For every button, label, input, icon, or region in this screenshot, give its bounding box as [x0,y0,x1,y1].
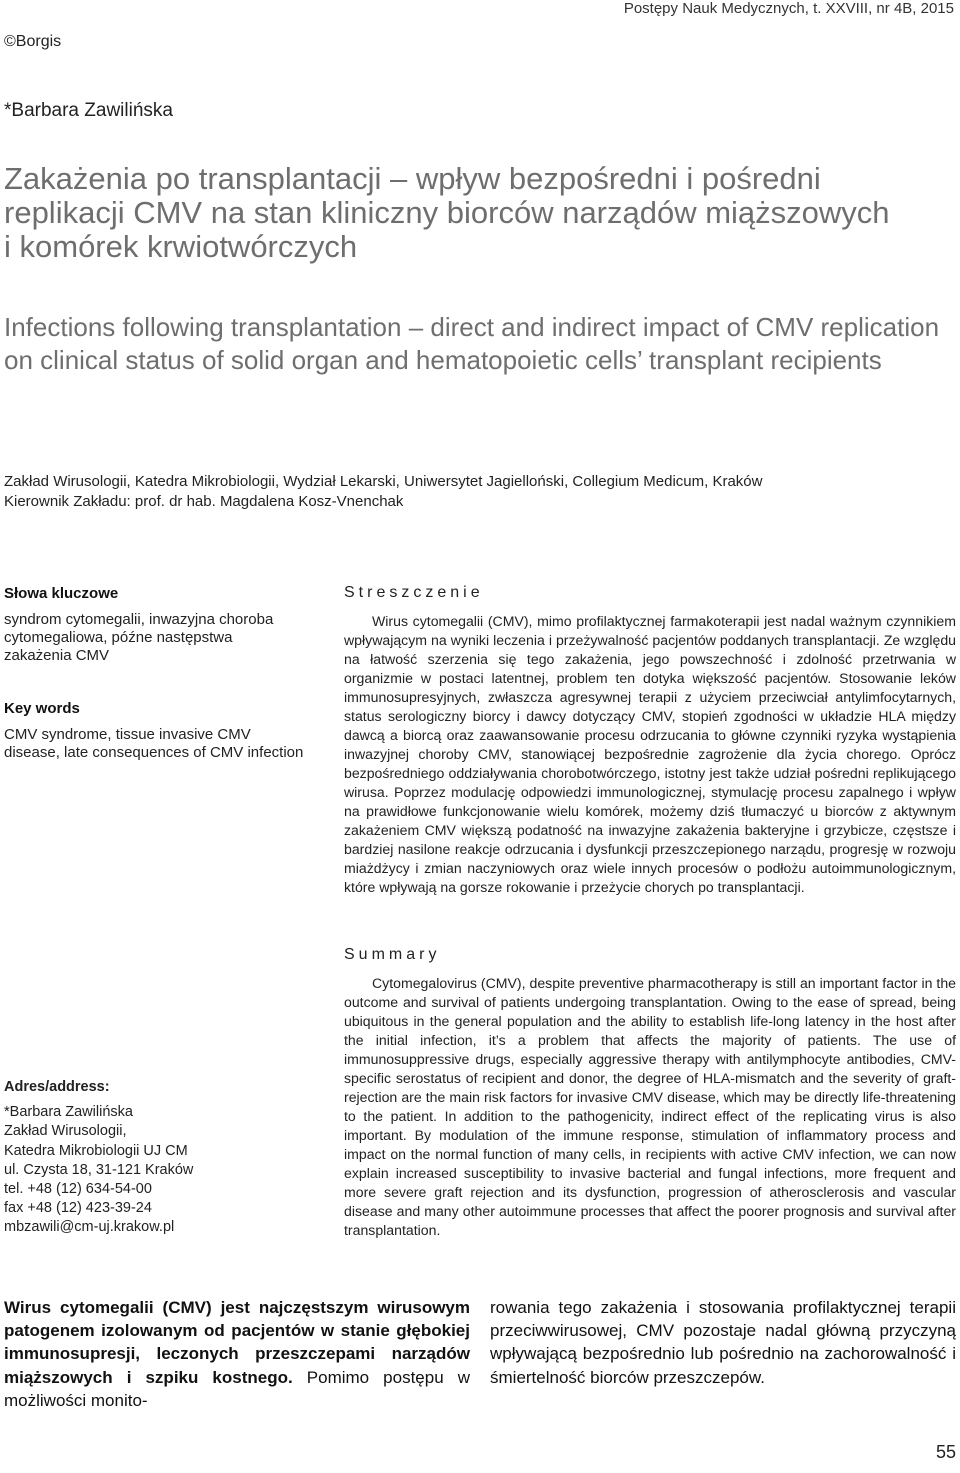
address-line: tel. +48 (12) 634-54-00 [4,1181,152,1198]
keywords-en-heading: Key words [4,700,80,717]
affiliation-head: Kierownik Zakładu: prof. dr hab. Magdalena Kosz-Vnenchak [4,493,404,510]
title-polish: Zakażenia po transplantacji – wpływ bezpośredni i pośredni replikacji CMV na stan kliniczny biorców narządów miąższowych i komórek krwiotwórczych [4,161,890,264]
summary-text: Cytomegalovirus (CMV), despite preventive pharmacotherapy is still an important factor in the outcome and survival of patients undergoing transplantation. Owing to the ease of spread, being ubiquitous in the general population and the ability to establish life-long latency in the host after the initial infection, it’s a problem that affects the majority of patients. The use of immunosuppressive drugs, especially aggressive therapy with antilymphocyte antibodies, CMV-specific serostatus of recipient and donor, the degree of HLA-mismatch and the severity of graft-rejection are the main risk factors for invasive CMV disease, which may be directly life-threatening to the patient. In addition to the pathogenicity, indirect effect of the replicating virus is also important. By modulation of the immune response, stimulation of inflammatory process and impact on the normal function of many cells, in recipients with active CMV infection, we can now explain increased susceptibility to invasive bacterial and fungal infections, more frequent and more severe graft rejection and its dysfunction, progression of atherosclerosis and vascular disease and many other autoimmune processes that affect the poorer prognosis and survival after transplantation. [344,975,956,1238]
body-lead-continued: Pomimo postępu w możliwości monito- [4,1367,470,1410]
author-name: *Barbara Zawilińska [4,100,173,121]
affiliation-line: Zakład Wirusologii, Katedra Mikrobiologii, Wydział Lekarski, Uniwersytet Jagielloński, Collegium Medicum, Kraków [4,473,763,490]
address-heading: Adres/address: [4,1079,110,1095]
address-line: *Barbara Zawilińska [4,1104,133,1121]
body-column-left [4,1296,470,1412]
keywords-en-text: CMV syndrome, tissue invasive CMV disease, late consequences of CMV infection [4,726,304,761]
body-lead-bold: Wirus cytomegalii (CMV) jest najczęstszym wirusowym patogenem izolowanym od pacjentów w stanie głębokiej immunosupresji, leczonych przeszczepami narządów miąższowych i szpiku kostnego. [4,1298,470,1387]
address-line: Katedra Mikrobiologii UJ CM [4,1142,188,1159]
keywords-pl-text: syndrom cytomegalii, inwazyjna choroba cytomegaliowa, późne następstwa zakażenia CMV [4,611,274,664]
page-number: 55 [935,1442,956,1462]
keywords-pl-heading: Słowa kluczowe [4,585,119,602]
affiliation [4,472,944,512]
summary-heading: Summary [344,946,441,963]
streszczenie-text: Wirus cytomegalii (CMV), mimo profilaktycznej farmakoterapii jest nadal ważnym czynnikiem wpływającym na wyniki leczenia i przeżywalność pacjentów poddanych transplantacji. Ze względu na łatwość szerzenia się tego zakażenia, jego powszechność i zdolność przetrwania w organizmie w postaci latentnej, problem ten dotyka większość pacjentów. Stosowanie leków immunosupresyjnych, zwłaszcza agresywnej terapii z użyciem przeciwciał antylimfocytarnych, status serologiczny biorcy i dawcy dotyczący CMV, stopień zgodności w układzie HLA między dawcą a biorcą oraz zaawansowanie procesu odrzucania to główne czynniki ryzyka wystąpienia inwazyjnej choroby CMV, stanowiącej bezpośrednie zagrożenie dla życia chorego. Oprócz bezpośredniego oddziaływania chorobotwórczego, istotny jest także udział pośredni replikującego wirusa. Poprzez modulację odpowiedzi immunologicznej, stymulację procesu zapalnego i wpływ na prawidłowe funkcjonowanie wielu komórek, możemy dziś tłumaczyć u biorców z aktywnym zakażeniem CMV większą podatność na inwazyjne zakażenia bakteryjne i grzybicze, częstsze i bardziej nasilone reakcje odrzucania i dysfunkcji przeszczepionego narządu, progresję w rozwoju miażdżycy i zmian naczyniowych oraz wiele innych procesów o podłożu autoimmunologicznym, które wpływają na gorsze rokowanie i przeżycie chorych po transplantacji. [344,613,956,895]
address-email: mbzawili@cm-uj.krakow.pl [4,1219,175,1236]
streszczenie-heading: Streszczenie [344,584,484,601]
address-line: fax +48 (12) 423-39-24 [4,1200,152,1217]
address-line: Zakład Wirusologii, [4,1123,127,1140]
correspondence-address [4,1078,304,1238]
publisher-mark: ©Borgis [4,33,62,50]
journal-header: Postępy Nauk Medycznych, t. XXVIII, nr 4B, 2015 [623,0,954,17]
address-line: ul. Czysta 18, 31-121 Kraków [4,1161,194,1178]
title-english: Infections following transplantation – direct and indirect impact of CMV replication on clinical status of solid organ and hematopoietic cells’ transplant recipients [4,312,940,375]
body-column-right: rowania tego zakażenia i stosowania profilaktycznej terapii przeciwwirusowej, CMV pozostaje nadal główną przyczyną wpływającą bezpośrednio lub pośrednio na zachorowalność i śmiertelność biorców przeszczepów. [490,1298,956,1387]
